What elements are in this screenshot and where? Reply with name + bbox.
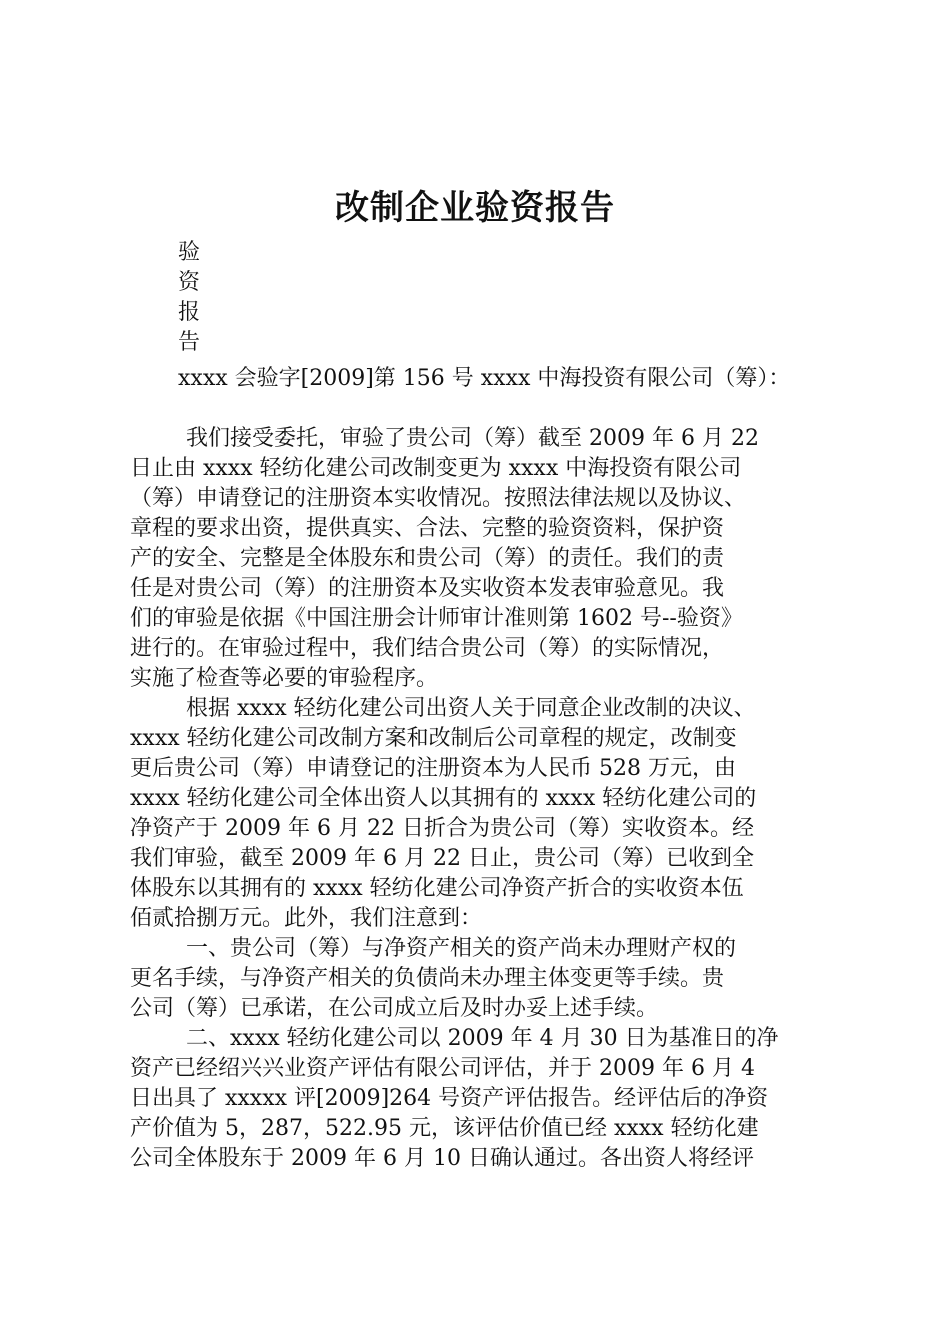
paragraph-line: 二、xxxx 轻纺化建公司以 2009 年 4 月 30 日为基准日的净	[186, 1026, 779, 1051]
paragraph-line: 实施了检查等必要的审验程序。	[130, 666, 439, 691]
paragraph-line: 更后贵公司（筹）申请登记的注册资本为人民币 528 万元，由	[130, 756, 736, 781]
vertical-heading-char: 资	[178, 270, 201, 295]
paragraph-line: 进行的。在审验过程中，我们结合贵公司（筹）的实际情况，	[130, 636, 725, 661]
paragraph-line: 佰贰拾捌万元。此外，我们注意到：	[130, 906, 483, 931]
paragraph-line: xxxx 轻纺化建公司全体出资人以其拥有的 xxxx 轻纺化建公司的	[130, 786, 757, 811]
paragraph-line: 我们审验，截至 2009 年 6 月 22 日止，贵公司（筹）已收到全	[130, 846, 754, 871]
vertical-heading-char: 告	[178, 330, 201, 355]
paragraph-line: xxxx 轻纺化建公司改制方案和改制后公司章程的规定，改制变	[130, 726, 737, 751]
paragraph-line: 净资产于 2009 年 6 月 22 日折合为贵公司（筹）实收资本。经	[130, 816, 754, 841]
paragraph-line: 们的审验是依据《中国注册会计师审计准则第 1602 号--验资》	[130, 606, 743, 631]
paragraph-line: 公司（筹）已承诺，在公司成立后及时办妥上述手续。	[130, 996, 659, 1021]
paragraph-line: 任是对贵公司（筹）的注册资本及实收资本发表审验意见。我	[130, 576, 725, 601]
vertical-heading-char: 验	[178, 240, 201, 265]
paragraph-line: 产价值为 5，287，522.95 元，该评估价值已经 xxxx 轻纺化建	[130, 1116, 759, 1141]
paragraph-line: 公司全体股东于 2009 年 6 月 10 日确认通过。各出资人将经评	[130, 1146, 754, 1171]
paragraph-line: 日止由 xxxx 轻纺化建公司改制变更为 xxxx 中海投资有限公司	[130, 456, 742, 481]
document-title: 改制企业验资报告	[335, 188, 615, 228]
paragraph-line: （筹）申请登记的注册资本实收情况。按照法律法规以及协议、	[130, 486, 747, 511]
paragraph-line: 我们接受委托，审验了贵公司（筹）截至 2009 年 6 月 22	[186, 426, 759, 451]
paragraph-line: 体股东以其拥有的 xxxx 轻纺化建公司净资产折合的实收资本伍	[130, 876, 744, 901]
paragraph-line: 更名手续，与净资产相关的负债尚未办理主体变更等手续。贵	[130, 966, 725, 991]
paragraph-line: 根据 xxxx 轻纺化建公司出资人关于同意企业改制的决议、	[186, 696, 756, 721]
paragraph-line: 章程的要求出资，提供真实、合法、完整的验资资料，保护资	[130, 516, 725, 541]
paragraph-line: 产的安全、完整是全体股东和贵公司（筹）的责任。我们的责	[130, 546, 725, 571]
paragraph-line: 资产已经绍兴兴业资产评估有限公司评估，并于 2009 年 6 月 4	[130, 1056, 755, 1081]
vertical-heading-char: 报	[178, 300, 201, 325]
reference-line: xxxx 会验字[2009]第 156 号 xxxx 中海投资有限公司（筹）：	[178, 366, 791, 391]
paragraph-line: 一、贵公司（筹）与净资产相关的资产尚未办理财产权的	[186, 936, 737, 961]
paragraph-line: 日出具了 xxxxx 评[2009]264 号资产评估报告。经评估后的净资	[130, 1086, 769, 1111]
